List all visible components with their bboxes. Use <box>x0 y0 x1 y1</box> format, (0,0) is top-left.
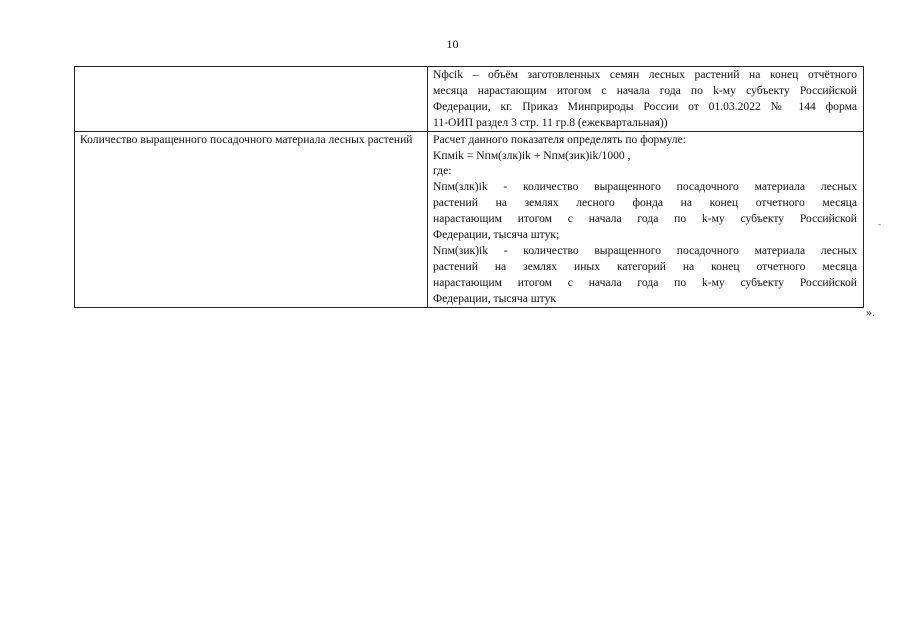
text-line: нарастающим итогом с начала года по k-му субъекту Российской <box>433 212 857 226</box>
formula-line: Kпмik = Nпм(злк)ik + Nпм(зик)ik/1000 , <box>433 148 631 162</box>
closing-quote-mark: ». <box>866 305 875 319</box>
text-line: Расчет данного показателя определять по формуле: <box>433 132 686 146</box>
text-line: Nфсik – объём заготовленных семян лесных растений на конец отчётного <box>433 68 857 81</box>
text-line: Nпм(зик)ik - количество выращенного посадочного материала лесных <box>433 243 857 257</box>
text-line: Федерации, тысяча штук <box>433 291 557 305</box>
text-line: растений на землях иных категорий на конец отчетного месяца <box>433 259 857 273</box>
page-number: 10 <box>446 37 459 51</box>
text-line: где: <box>433 164 452 178</box>
text-line: Федерации, кг. Приказ Минприроды России от 01.03.2022 № 144 форма <box>433 99 857 113</box>
table-row <box>75 131 864 307</box>
calculation-cell <box>428 131 864 307</box>
indicator-table <box>74 66 864 308</box>
scan-artifact-mark: - <box>878 219 881 229</box>
text-line: растений на землях лесного фонда на конец отчетного месяца <box>433 196 857 210</box>
indicator-name-cell <box>75 67 428 132</box>
text-line: Федерации, тысяча штук; <box>433 228 560 242</box>
text-line: нарастающим итогом с начала года по k-му субъекту Российской <box>433 275 857 289</box>
text-line: Nпм(злк)ik - количество выращенного посадочного материала лесных <box>433 180 857 194</box>
text-line: месяца нарастающим итогом с начала года по k-му субъекту Российской <box>433 83 857 97</box>
text-line: 11-ОИП раздел 3 стр. 11 гр.8 (ежеквартальная)) <box>433 115 668 129</box>
indicator-name-cell: Количество выращенного посадочного материала лесных растений <box>75 131 428 307</box>
table-row <box>75 67 864 132</box>
calculation-cell <box>428 67 864 132</box>
